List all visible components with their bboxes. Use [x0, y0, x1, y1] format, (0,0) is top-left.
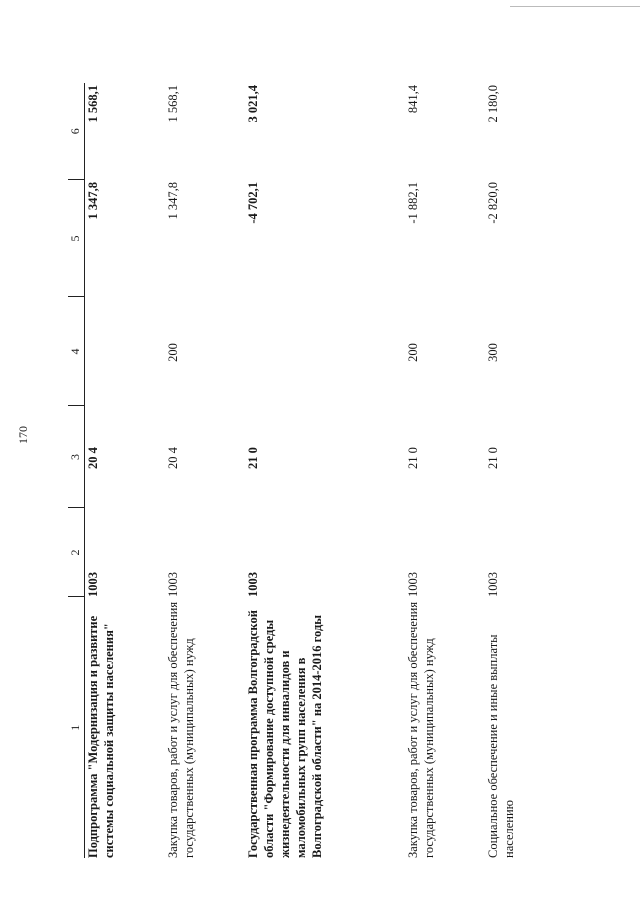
row-name: Социальное обеспечение и иные выплаты населению [486, 634, 516, 858]
row-expense-type [245, 297, 405, 406]
row-expense-type: 200 [406, 343, 420, 362]
row-total-amount: 1 568,1 [86, 85, 100, 123]
table-row [245, 83, 405, 858]
row-expense-type: 200 [166, 343, 180, 362]
row-total-amount: 1 568,1 [166, 85, 180, 123]
row-expense-type: 300 [486, 343, 500, 362]
row-expense-type [85, 297, 166, 406]
column-header-2: 2 [68, 508, 85, 597]
row-change-amount: 1 347,8 [86, 182, 100, 220]
column-header-3: 3 [68, 406, 85, 508]
header-row [68, 83, 85, 858]
row-target-code: 20 4 [86, 447, 100, 469]
column-header-6: 6 [68, 83, 85, 180]
row-change-amount: -1 882,1 [406, 182, 420, 224]
row-target-code: 21 0 [406, 447, 420, 469]
row-section-code: 1003 [246, 572, 260, 597]
row-name: Подпрограмма "Модернизация и развитие системы социальной защиты населения" [86, 615, 116, 858]
row-total-amount: 841,4 [406, 85, 420, 114]
row-change-amount: 1 347,8 [166, 182, 180, 220]
row-total-amount: 3 021,4 [246, 85, 260, 123]
row-target-code: 21 0 [246, 447, 260, 469]
row-name: Закупка товаров, работ и услуг для обеспечения государственных (муниципальных) нужд [166, 601, 196, 858]
row-total-amount: 2 180,0 [486, 85, 500, 123]
table-row [485, 83, 545, 858]
row-target-code: 20 4 [166, 447, 180, 469]
budget-table [68, 83, 545, 858]
row-section-code: 1003 [166, 572, 180, 597]
row-section-code: 1003 [406, 572, 420, 597]
row-section-code: 1003 [486, 572, 500, 597]
column-header-5: 5 [68, 180, 85, 297]
page-number: 170 [16, 426, 30, 444]
row-name: Закупка товаров, работ и услуг для обеспечения государственных (муниципальных) нужд [406, 601, 436, 858]
row-change-amount: -4 702,1 [246, 182, 260, 224]
table-row [165, 83, 245, 858]
table-row [85, 83, 166, 858]
row-change-amount: -2 820,0 [486, 182, 500, 224]
column-header-4: 4 [68, 297, 85, 406]
row-target-code: 21 0 [486, 447, 500, 469]
scan-edge-mark [510, 6, 640, 7]
table-row [405, 83, 485, 858]
column-header-1: 1 [68, 597, 85, 858]
rotated-table-wrapper [68, 83, 558, 858]
row-section-code: 1003 [86, 572, 100, 597]
row-name: Государственная программа Волгоградской области "Формирование доступной среды жизнедеятельности для инвалидов и маломобильных групп населения в Волгоградской области" на 2014-2016 годы [246, 610, 324, 858]
